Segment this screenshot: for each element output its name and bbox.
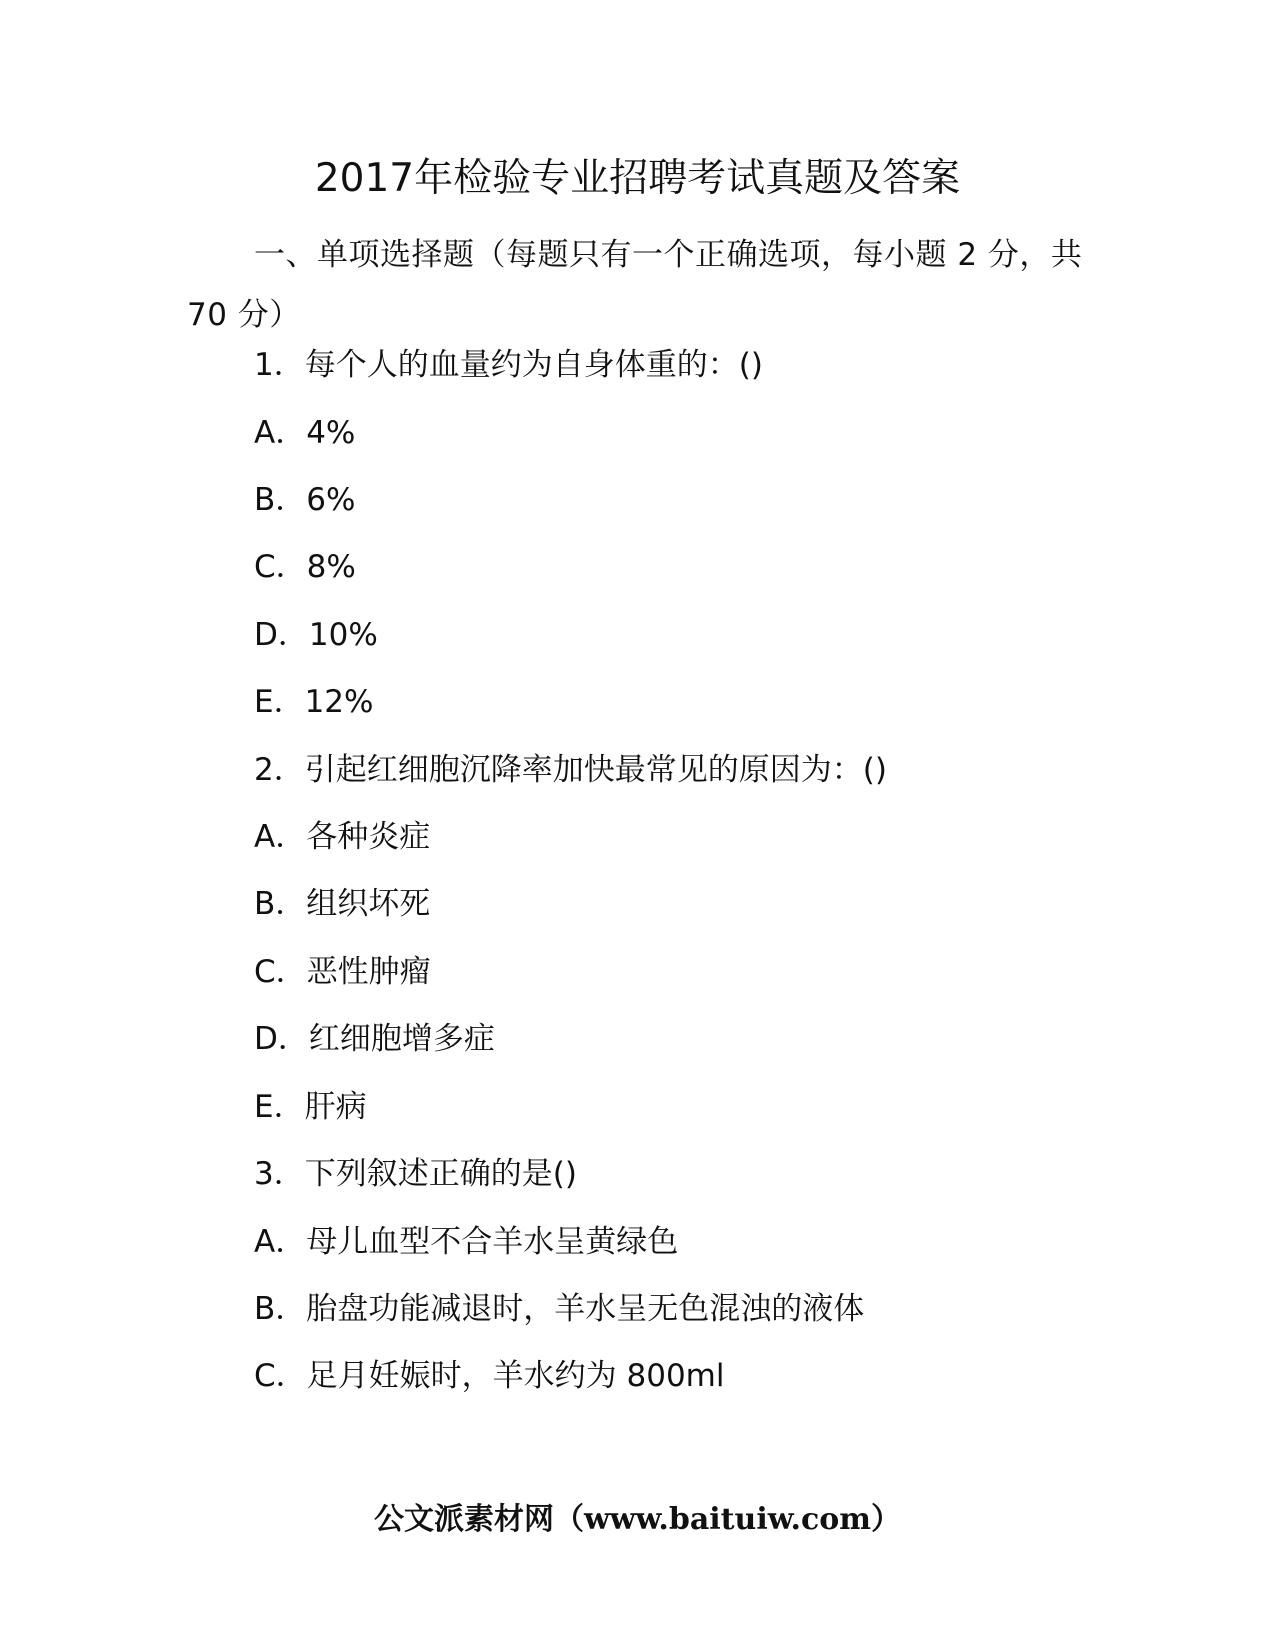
question-3-stem: 3．下列叙述正确的是() (254, 1156, 577, 1192)
page-footer: 公文派素材网（www.baituiw.com） (373, 1502, 902, 1537)
question-2-option-a: A．各种炎症 (254, 819, 431, 855)
document-title: 2017年检验专业招聘考试真题及答案 (314, 156, 961, 201)
question-3-option-c: C．足月妊娠时，羊水约为 800ml (254, 1358, 725, 1394)
question-1-option-a: A．4% (254, 415, 356, 451)
question-2-option-c: C．恶性肿瘤 (254, 954, 431, 990)
question-1-option-b: B．6% (254, 482, 356, 518)
question-2-stem: 2．引起红细胞沉降率加快最常见的原因为：() (254, 752, 887, 788)
question-2-option-e: E．肝病 (254, 1089, 367, 1125)
question-1-option-d: D．10% (254, 617, 378, 653)
question-3-option-b: B．胎盘功能减退时，羊水呈无色混浊的液体 (254, 1291, 865, 1327)
question-1-stem: 1．每个人的血量约为自身体重的：() (254, 347, 763, 383)
question-2-option-b: B．组织坏死 (254, 886, 431, 922)
question-1-option-c: C．8% (254, 549, 356, 585)
question-1-option-e: E．12% (254, 684, 374, 720)
section-heading: 一、单项选择题（每题只有一个正确选项，每小题 2 分，共 70 分） (187, 237, 1083, 333)
question-3-option-a: A．母儿血型不合羊水呈黄绿色 (254, 1224, 679, 1260)
question-2-option-d: D．红细胞增多症 (254, 1021, 495, 1057)
